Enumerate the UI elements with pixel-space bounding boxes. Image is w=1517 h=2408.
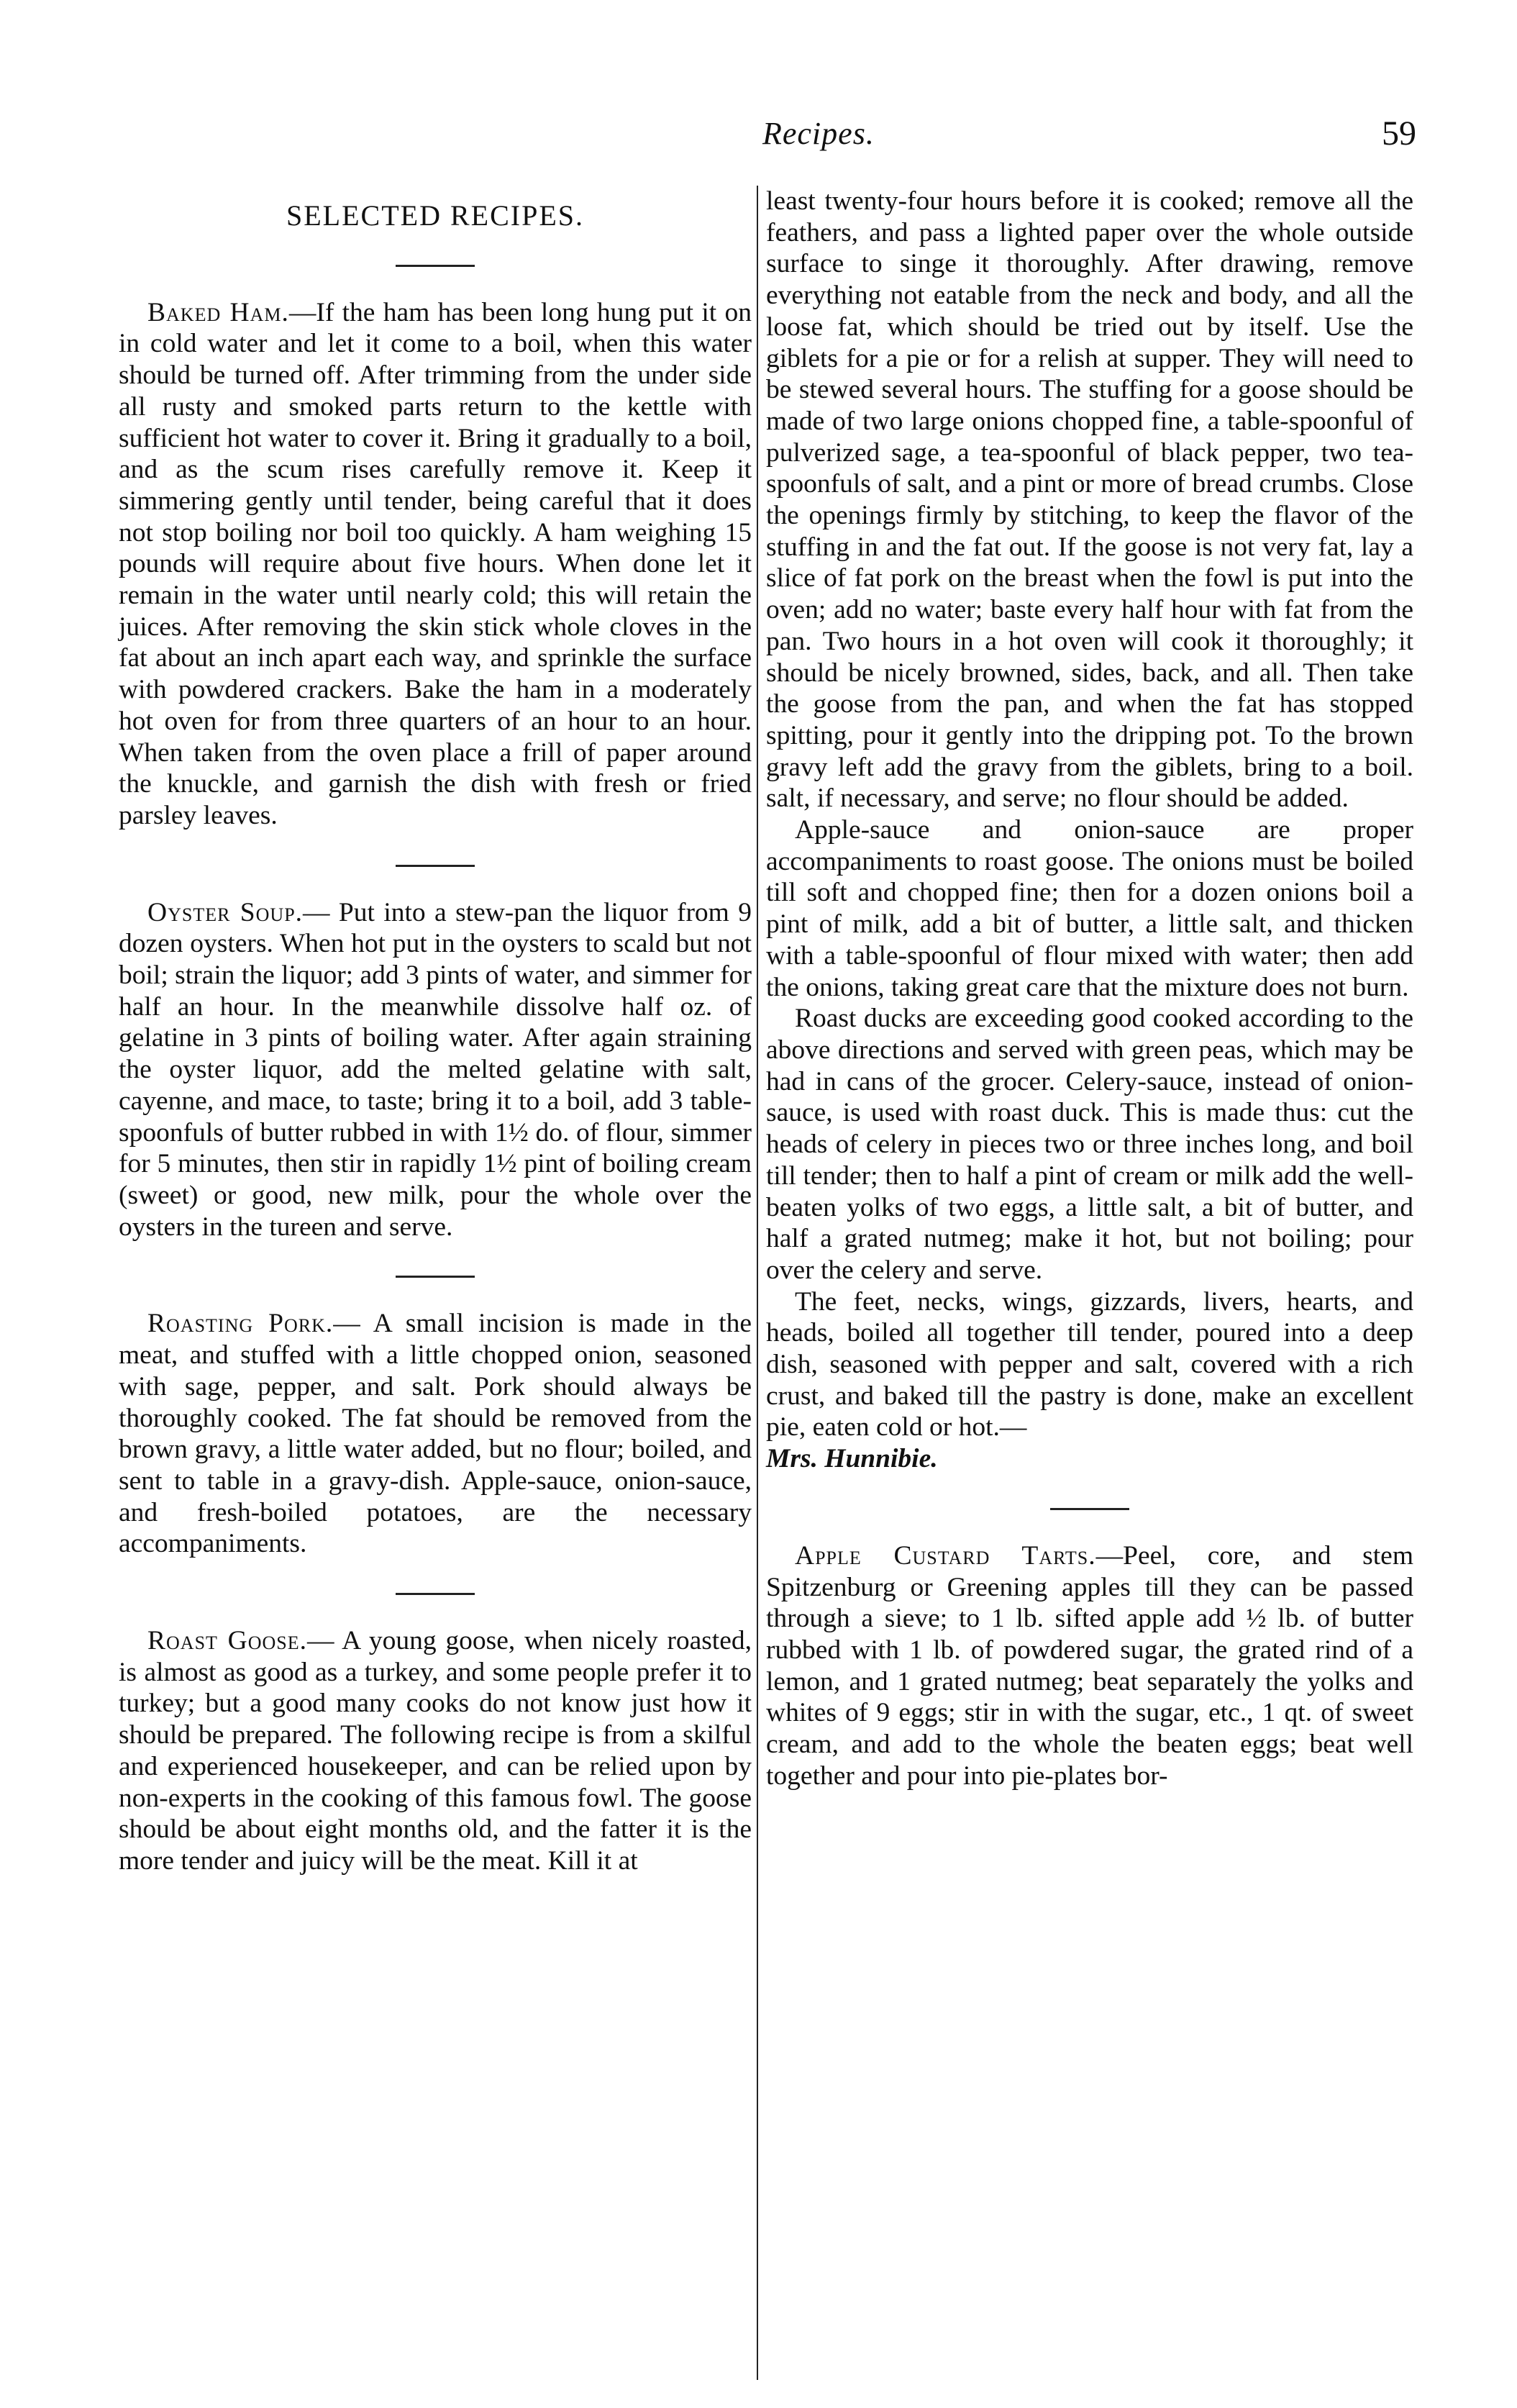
recipe-apple-custard-tarts [766,1540,1413,1792]
recipe-roasting-pork [119,1308,752,1560]
recipe-title: Roast Goose. [147,1626,307,1656]
goose-continuation: least twenty-four hours before it is cooked; remove all the feathers, and pass a lighted paper over the whole outside surface to singe it thoroughly. After drawing, remove everything not eatable from the neck and body, and all the loose fat, which should be tried out by itself. Use the giblets for a pie or for a relish at supper. They will need to be stewed several hours. The stuffing for a goose should be made of two large onions chopped fine, a table-spoonful of pulverized sage, a tea-spoonful of black pepper, two tea-spoonfuls of salt, and a pint or more of bread crumbs. Close the openings firmly by stitching, to keep the flavor of the stuffing in and the fat out. If the goose is not very fat, lay a slice of fat pork on the breast when the fowl is put into the oven; add no water; baste every half hour with fat from the pan. Two hours in a hot oven will cook it thoroughly; it should be nicely browned, sides, back, and all. Then take the goose from the pan, and when the fat has stopped spitting, pour it gently into the dripping pot. To the brown gravy left add the gravy from the giblets, bring to a boil. salt, if necessary, and serve; no flour should be added. [766,186,1413,814]
recipe-title: Oyster Soup. [147,897,304,927]
paragraph-giblet-pie [766,1286,1413,1475]
divider-rule [396,1593,475,1595]
page-number: 59 [1382,114,1416,153]
recipe-body: — A small incision is made in the meat, and stuffed with a little chopped onion, seasoned with sage, pepper, and salt. Pork should always be thoroughly cooked. The fat should be removed from the brown gravy, a little water added, but no flour; boiled, and sent to table in a gravy-dish. Apple-sauce, onion-sauce, and fresh-boiled potatoes, are the necessary accompaniments. [119,1309,752,1559]
author-signature: Mrs. Hunnibie. [766,1444,938,1474]
section-title: SELECTED RECIPES. [286,199,585,232]
divider-rule [396,1276,475,1278]
recipe-oyster-soup [119,897,752,1243]
recipe-body: —If the ham has been long hung put it on in cold water and let it come to a boil, when this water should be turned off. After trimming from the under side all rusty and smoked parts return to the kettle with sufficient hot water to cover it. Bring it gradually to a boil, and as the scum rises carefully remove it. Keep it simmering gently until tender, being careful that it does not stop boiling nor boil too quickly. A ham weighing 15 pounds will require about five hours. When done let it remain in the water until nearly cold; this will retain the juices. After removing the skin stick whole cloves in the fat about an inch apart each way, and sprinkle the surface with powdered crackers. Bake the ham in a moderately hot oven for from three quarters of an hour to an hour. When taken from the oven place a frill of paper around the knuckle, and garnish the dish with fresh or fried parsley leaves. [119,297,752,830]
recipe-body: — Put into a stew-pan the liquor from 9 dozen oysters. When hot put in the oysters to scald but not boil; strain the liquor; add 3 pints of water, and simmer for half an hour. In the meanwhile dissolve half oz. of gelatine in 3 pints of boiling water. After again straining the oyster liquor, add the melted gelatine with salt, cayenne, and mace, to taste; bring it to a boil, add 3 table-spoonfuls of butter rubbed in with 1½ do. of flour, simmer for 5 minutes, then stir in rapidly 1½ pint of boiling cream (sweet) or good, new milk, pour the whole over the oysters in the tureen and serve. [119,897,752,1242]
recipe-title: Apple Custard Tarts. [795,1540,1096,1571]
recipe-baked-ham [119,297,752,832]
divider-rule [396,865,475,867]
left-column [119,186,752,2379]
column-divider [757,186,758,2380]
divider-rule [1050,1508,1129,1510]
running-head: Recipes. [762,116,875,151]
paragraph-text: The feet, necks, wings, gizzards, livers, hearts, and heads, boiled all together till tender, poured into a deep dish, seasoned with pepper and salt, covered with a rich crust, and baked till the pastry is done, make an excellent pie, eaten cold or hot.— [766,1286,1413,1442]
divider-rule [396,265,475,267]
recipe-body: —Peel, core, and stem Spitzenburg or Greening apples till they can be passed through a sieve; to 1 lb. sifted apple add ½ lb. of butter rubbed with 1 lb. of powdered sugar, the grated rind of a lemon, and 1 grated nutmeg; beat separately the yolks and whites of 9 eggs; stir in with the sugar, etc., 1 qt. of sweet cream, and add to the whole the beaten eggs; beat well together and pour into pie-plates bor- [766,1540,1413,1791]
recipe-title: Baked Ham. [147,297,289,327]
recipe-title: Roasting Pork. [147,1309,334,1339]
paragraph-applesauce: Apple-sauce and onion-sauce are proper accompaniments to roast goose. The onions must be boiled till soft and chopped fine; then for a dozen onions boil a pint of milk, add a bit of butter, a little salt, and thicken with a table-spoonful of flour mixed with water; then add the onions, taking great care that the mixture does not burn. [766,815,1413,1002]
right-column [766,186,1413,2379]
paragraph-ducks: Roast ducks are exceeding good cooked according to the above directions and served with green peas, which may be had in cans of the grocer. Celery-sauce, instead of onion-sauce, is used with roast duck. This is made thus: cut the heads of celery in pieces two or three inches long, and boil till tender; then to half a pint of cream or milk add the well-beaten yolks of two eggs, a little salt, a bit of butter, and half a grated nutmeg; make it hot, but not boiling; pour over the celery and serve. [766,1004,1413,1285]
recipe-roast-goose [119,1625,752,1877]
recipe-body: — A young goose, when nicely roasted, is almost as good as a turkey, and some people prefer it to turkey; but a good many cooks do not know just how it should be prepared. The following recipe is from a skilful and experienced housekeeper, and can be relied upon by non-experts in the cooking of this famous fowl. The goose should be about eight months old, and the fatter it is the more tender and juicy will be the meat. Kill it at [119,1626,752,1876]
